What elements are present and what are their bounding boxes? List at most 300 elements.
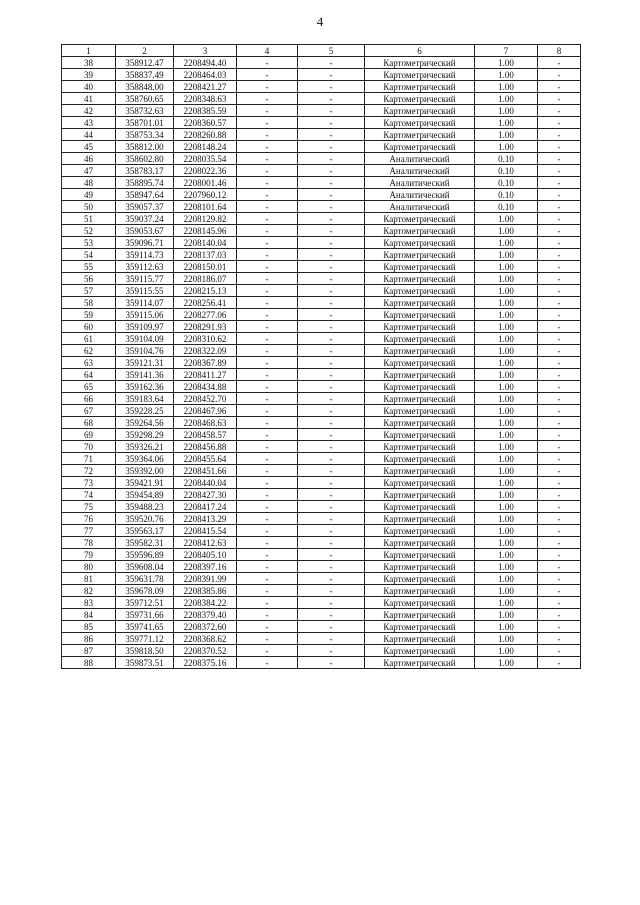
accuracy-cell: 1.00 [475, 309, 538, 321]
accuracy-cell: 1.00 [475, 321, 538, 333]
col-8-value-cell: - [538, 477, 581, 489]
col-8-value-cell: - [538, 237, 581, 249]
y-coordinate-cell: 2208411.27 [174, 369, 237, 381]
y-coordinate-cell: 2208001.46 [174, 177, 237, 189]
method-cell: Картометрический [365, 345, 475, 357]
accuracy-cell: 1.00 [475, 381, 538, 393]
col-4-value-cell: - [237, 633, 298, 645]
col-8-value-cell: - [538, 369, 581, 381]
method-cell: Аналитический [365, 201, 475, 213]
x-coordinate-cell: 359162.36 [116, 381, 174, 393]
col-5-value-cell: - [298, 645, 365, 657]
point-number-cell: 52 [62, 225, 116, 237]
x-coordinate-cell: 359115.55 [116, 285, 174, 297]
point-number-cell: 74 [62, 489, 116, 501]
y-coordinate-cell: 2207960.12 [174, 189, 237, 201]
col-4-value-cell: - [237, 129, 298, 141]
col-5-value-cell: - [298, 225, 365, 237]
table-row [62, 213, 581, 225]
y-coordinate-cell: 2208148.24 [174, 141, 237, 153]
table-row [62, 69, 581, 81]
col-4-value-cell: - [237, 189, 298, 201]
point-number-cell: 81 [62, 573, 116, 585]
point-number-cell: 48 [62, 177, 116, 189]
table-row [62, 165, 581, 177]
x-coordinate-cell: 359228.25 [116, 405, 174, 417]
x-coordinate-cell: 358812.00 [116, 141, 174, 153]
point-number-cell: 72 [62, 465, 116, 477]
col-4-value-cell: - [237, 489, 298, 501]
method-cell: Картометрический [365, 645, 475, 657]
point-number-cell: 64 [62, 369, 116, 381]
accuracy-cell: 1.00 [475, 525, 538, 537]
table-row [62, 357, 581, 369]
col-5-value-cell: - [298, 261, 365, 273]
method-cell: Картометрический [365, 477, 475, 489]
x-coordinate-cell: 358895.74 [116, 177, 174, 189]
col-5-value-cell: - [298, 405, 365, 417]
accuracy-cell: 1.00 [475, 213, 538, 225]
y-coordinate-cell: 2208415.54 [174, 525, 237, 537]
col-4-value-cell: - [237, 441, 298, 453]
col-4-value-cell: - [237, 93, 298, 105]
accuracy-cell: 1.00 [475, 117, 538, 129]
method-cell: Картометрический [365, 129, 475, 141]
col-5-value-cell: - [298, 165, 365, 177]
y-coordinate-cell: 2208360.57 [174, 117, 237, 129]
col-4-value-cell: - [237, 141, 298, 153]
col-4-value-cell: - [237, 261, 298, 273]
col-8-value-cell: - [538, 561, 581, 573]
col-8-value-cell: - [538, 81, 581, 93]
x-coordinate-cell: 359264.56 [116, 417, 174, 429]
accuracy-cell: 1.00 [475, 237, 538, 249]
accuracy-cell: 1.00 [475, 69, 538, 81]
y-coordinate-cell: 2208291.93 [174, 321, 237, 333]
point-number-cell: 58 [62, 297, 116, 309]
method-cell: Картометрический [365, 453, 475, 465]
accuracy-cell: 0.10 [475, 189, 538, 201]
table-row [62, 597, 581, 609]
col-4-value-cell: - [237, 57, 298, 69]
y-coordinate-cell: 2208413.29 [174, 513, 237, 525]
y-coordinate-cell: 2208145.96 [174, 225, 237, 237]
method-cell: Картометрический [365, 609, 475, 621]
table-row [62, 645, 581, 657]
method-cell: Картометрический [365, 501, 475, 513]
column-header-1: 1 [62, 45, 116, 57]
col-8-value-cell: - [538, 405, 581, 417]
col-4-value-cell: - [237, 273, 298, 285]
point-number-cell: 44 [62, 129, 116, 141]
point-number-cell: 84 [62, 609, 116, 621]
col-8-value-cell: - [538, 225, 581, 237]
accuracy-cell: 1.00 [475, 633, 538, 645]
col-4-value-cell: - [237, 369, 298, 381]
col-8-value-cell: - [538, 489, 581, 501]
x-coordinate-cell: 359818.50 [116, 645, 174, 657]
method-cell: Картометрический [365, 597, 475, 609]
accuracy-cell: 1.00 [475, 573, 538, 585]
y-coordinate-cell: 2208427.30 [174, 489, 237, 501]
point-number-cell: 87 [62, 645, 116, 657]
point-number-cell: 46 [62, 153, 116, 165]
col-4-value-cell: - [237, 609, 298, 621]
col-5-value-cell: - [298, 237, 365, 249]
method-cell: Картометрический [365, 465, 475, 477]
y-coordinate-cell: 2208035.54 [174, 153, 237, 165]
col-5-value-cell: - [298, 213, 365, 225]
col-4-value-cell: - [237, 645, 298, 657]
col-4-value-cell: - [237, 381, 298, 393]
method-cell: Картометрический [365, 369, 475, 381]
table-row [62, 177, 581, 189]
x-coordinate-cell: 359712.51 [116, 597, 174, 609]
col-8-value-cell: - [538, 381, 581, 393]
method-cell: Картометрический [365, 441, 475, 453]
table-row [62, 405, 581, 417]
x-coordinate-cell: 359114.73 [116, 249, 174, 261]
col-8-value-cell: - [538, 249, 581, 261]
col-8-value-cell: - [538, 585, 581, 597]
method-cell: Картометрический [365, 117, 475, 129]
table-row [62, 609, 581, 621]
accuracy-cell: 1.00 [475, 93, 538, 105]
method-cell: Аналитический [365, 165, 475, 177]
point-number-cell: 50 [62, 201, 116, 213]
accuracy-cell: 1.00 [475, 477, 538, 489]
method-cell: Картометрический [365, 261, 475, 273]
method-cell: Картометрический [365, 93, 475, 105]
method-cell: Картометрический [365, 309, 475, 321]
col-4-value-cell: - [237, 165, 298, 177]
method-cell: Картометрический [365, 69, 475, 81]
accuracy-cell: 1.00 [475, 333, 538, 345]
accuracy-cell: 1.00 [475, 645, 538, 657]
table-row [62, 513, 581, 525]
col-4-value-cell: - [237, 309, 298, 321]
col-5-value-cell: - [298, 81, 365, 93]
y-coordinate-cell: 2208434.88 [174, 381, 237, 393]
point-number-cell: 54 [62, 249, 116, 261]
method-cell: Картометрический [365, 525, 475, 537]
col-5-value-cell: - [298, 297, 365, 309]
y-coordinate-cell: 2208494.40 [174, 57, 237, 69]
x-coordinate-cell: 359488.23 [116, 501, 174, 513]
x-coordinate-cell: 358760.65 [116, 93, 174, 105]
accuracy-cell: 1.00 [475, 393, 538, 405]
col-5-value-cell: - [298, 477, 365, 489]
col-4-value-cell: - [237, 465, 298, 477]
method-cell: Картометрический [365, 513, 475, 525]
y-coordinate-cell: 2208310.62 [174, 333, 237, 345]
col-4-value-cell: - [237, 285, 298, 297]
accuracy-cell: 0.10 [475, 153, 538, 165]
y-coordinate-cell: 2208379.40 [174, 609, 237, 621]
x-coordinate-cell: 359109.97 [116, 321, 174, 333]
col-8-value-cell: - [538, 213, 581, 225]
accuracy-cell: 0.10 [475, 165, 538, 177]
y-coordinate-cell: 2208384.22 [174, 597, 237, 609]
y-coordinate-cell: 2208458.57 [174, 429, 237, 441]
y-coordinate-cell: 2208256.41 [174, 297, 237, 309]
col-5-value-cell: - [298, 105, 365, 117]
table-row [62, 201, 581, 213]
table-row [62, 285, 581, 297]
method-cell: Картометрический [365, 357, 475, 369]
col-8-value-cell: - [538, 501, 581, 513]
col-4-value-cell: - [237, 105, 298, 117]
method-cell: Картометрический [365, 393, 475, 405]
y-coordinate-cell: 2208417.24 [174, 501, 237, 513]
col-8-value-cell: - [538, 297, 581, 309]
y-coordinate-cell: 2208348.63 [174, 93, 237, 105]
col-4-value-cell: - [237, 177, 298, 189]
method-cell: Картометрический [365, 573, 475, 585]
y-coordinate-cell: 2208456.88 [174, 441, 237, 453]
table-row [62, 261, 581, 273]
table-row [62, 249, 581, 261]
col-4-value-cell: - [237, 297, 298, 309]
accuracy-cell: 1.00 [475, 369, 538, 381]
col-8-value-cell: - [538, 453, 581, 465]
table-row [62, 189, 581, 201]
method-cell: Картометрический [365, 381, 475, 393]
col-8-value-cell: - [538, 69, 581, 81]
method-cell: Аналитический [365, 153, 475, 165]
column-header-3: 3 [174, 45, 237, 57]
table-row [62, 297, 581, 309]
col-5-value-cell: - [298, 549, 365, 561]
y-coordinate-cell: 2208421.27 [174, 81, 237, 93]
x-coordinate-cell: 359114.07 [116, 297, 174, 309]
point-number-cell: 80 [62, 561, 116, 573]
method-cell: Картометрический [365, 81, 475, 93]
table-row [62, 561, 581, 573]
y-coordinate-cell: 2208375.16 [174, 657, 237, 669]
accuracy-cell: 1.00 [475, 453, 538, 465]
table-row [62, 429, 581, 441]
point-number-cell: 53 [62, 237, 116, 249]
x-coordinate-cell: 359731.66 [116, 609, 174, 621]
method-cell: Аналитический [365, 177, 475, 189]
method-cell: Картометрический [365, 489, 475, 501]
point-number-cell: 65 [62, 381, 116, 393]
point-number-cell: 56 [62, 273, 116, 285]
col-5-value-cell: - [298, 501, 365, 513]
column-header-6: 6 [365, 45, 475, 57]
col-8-value-cell: - [538, 333, 581, 345]
accuracy-cell: 1.00 [475, 141, 538, 153]
method-cell: Картометрический [365, 633, 475, 645]
y-coordinate-cell: 2208412.63 [174, 537, 237, 549]
accuracy-cell: 1.00 [475, 597, 538, 609]
col-4-value-cell: - [237, 357, 298, 369]
table-row [62, 333, 581, 345]
x-coordinate-cell: 359582.31 [116, 537, 174, 549]
col-5-value-cell: - [298, 69, 365, 81]
point-number-cell: 57 [62, 285, 116, 297]
col-5-value-cell: - [298, 93, 365, 105]
table-row [62, 273, 581, 285]
col-4-value-cell: - [237, 393, 298, 405]
x-coordinate-cell: 358912.47 [116, 57, 174, 69]
method-cell: Картометрический [365, 213, 475, 225]
y-coordinate-cell: 2208440.04 [174, 477, 237, 489]
point-number-cell: 78 [62, 537, 116, 549]
col-5-value-cell: - [298, 525, 365, 537]
col-4-value-cell: - [237, 513, 298, 525]
table-row [62, 225, 581, 237]
x-coordinate-cell: 358783.17 [116, 165, 174, 177]
accuracy-cell: 1.00 [475, 345, 538, 357]
col-8-value-cell: - [538, 309, 581, 321]
point-number-cell: 39 [62, 69, 116, 81]
table-header-row [62, 45, 581, 57]
table-row [62, 465, 581, 477]
col-4-value-cell: - [237, 225, 298, 237]
point-number-cell: 59 [62, 309, 116, 321]
accuracy-cell: 0.10 [475, 201, 538, 213]
col-5-value-cell: - [298, 177, 365, 189]
col-8-value-cell: - [538, 141, 581, 153]
table-row [62, 81, 581, 93]
method-cell: Картометрический [365, 561, 475, 573]
col-8-value-cell: - [538, 573, 581, 585]
accuracy-cell: 1.00 [475, 561, 538, 573]
col-5-value-cell: - [298, 597, 365, 609]
method-cell: Картометрический [365, 537, 475, 549]
x-coordinate-cell: 359053.67 [116, 225, 174, 237]
y-coordinate-cell: 2208451.66 [174, 465, 237, 477]
col-8-value-cell: - [538, 273, 581, 285]
x-coordinate-cell: 359678.09 [116, 585, 174, 597]
y-coordinate-cell: 2208464.03 [174, 69, 237, 81]
table-row [62, 621, 581, 633]
point-number-cell: 71 [62, 453, 116, 465]
accuracy-cell: 1.00 [475, 105, 538, 117]
y-coordinate-cell: 2208455.64 [174, 453, 237, 465]
col-8-value-cell: - [538, 117, 581, 129]
col-5-value-cell: - [298, 321, 365, 333]
col-8-value-cell: - [538, 261, 581, 273]
y-coordinate-cell: 2208022.36 [174, 165, 237, 177]
point-number-cell: 76 [62, 513, 116, 525]
table-row [62, 441, 581, 453]
table-row [62, 237, 581, 249]
col-8-value-cell: - [538, 165, 581, 177]
accuracy-cell: 1.00 [475, 537, 538, 549]
table-row [62, 309, 581, 321]
col-8-value-cell: - [538, 345, 581, 357]
point-number-cell: 79 [62, 549, 116, 561]
table-row [62, 453, 581, 465]
col-8-value-cell: - [538, 657, 581, 669]
accuracy-cell: 1.00 [475, 357, 538, 369]
table-row [62, 57, 581, 69]
col-4-value-cell: - [237, 249, 298, 261]
col-4-value-cell: - [237, 345, 298, 357]
col-5-value-cell: - [298, 201, 365, 213]
y-coordinate-cell: 2208391.99 [174, 573, 237, 585]
col-8-value-cell: - [538, 285, 581, 297]
col-5-value-cell: - [298, 273, 365, 285]
y-coordinate-cell: 2208468.63 [174, 417, 237, 429]
coordinates-table [61, 44, 581, 669]
col-4-value-cell: - [237, 573, 298, 585]
x-coordinate-cell: 358701.01 [116, 117, 174, 129]
col-8-value-cell: - [538, 393, 581, 405]
table-row [62, 369, 581, 381]
x-coordinate-cell: 359104.09 [116, 333, 174, 345]
point-number-cell: 38 [62, 57, 116, 69]
table-row [62, 633, 581, 645]
table-row [62, 93, 581, 105]
x-coordinate-cell: 359608.04 [116, 561, 174, 573]
table-row [62, 117, 581, 129]
accuracy-cell: 1.00 [475, 621, 538, 633]
x-coordinate-cell: 358848.00 [116, 81, 174, 93]
method-cell: Картометрический [365, 321, 475, 333]
col-4-value-cell: - [237, 81, 298, 93]
point-number-cell: 43 [62, 117, 116, 129]
method-cell: Аналитический [365, 189, 475, 201]
col-5-value-cell: - [298, 657, 365, 669]
table-row [62, 585, 581, 597]
column-header-4: 4 [237, 45, 298, 57]
method-cell: Картометрический [365, 141, 475, 153]
accuracy-cell: 0.10 [475, 177, 538, 189]
method-cell: Картометрический [365, 249, 475, 261]
col-5-value-cell: - [298, 309, 365, 321]
accuracy-cell: 1.00 [475, 249, 538, 261]
col-5-value-cell: - [298, 369, 365, 381]
col-4-value-cell: - [237, 477, 298, 489]
point-number-cell: 63 [62, 357, 116, 369]
accuracy-cell: 1.00 [475, 513, 538, 525]
y-coordinate-cell: 2208385.59 [174, 105, 237, 117]
point-number-cell: 86 [62, 633, 116, 645]
accuracy-cell: 1.00 [475, 129, 538, 141]
accuracy-cell: 1.00 [475, 441, 538, 453]
x-coordinate-cell: 359057.37 [116, 201, 174, 213]
x-coordinate-cell: 359115.77 [116, 273, 174, 285]
x-coordinate-cell: 358753.34 [116, 129, 174, 141]
x-coordinate-cell: 359421.91 [116, 477, 174, 489]
col-8-value-cell: - [538, 105, 581, 117]
y-coordinate-cell: 2208186.07 [174, 273, 237, 285]
x-coordinate-cell: 359771.12 [116, 633, 174, 645]
x-coordinate-cell: 359104.76 [116, 345, 174, 357]
col-4-value-cell: - [237, 69, 298, 81]
col-5-value-cell: - [298, 513, 365, 525]
y-coordinate-cell: 2208137.03 [174, 249, 237, 261]
y-coordinate-cell: 2208367.89 [174, 357, 237, 369]
y-coordinate-cell: 2208397.16 [174, 561, 237, 573]
point-number-cell: 51 [62, 213, 116, 225]
table-row [62, 477, 581, 489]
point-number-cell: 85 [62, 621, 116, 633]
y-coordinate-cell: 2208467.96 [174, 405, 237, 417]
col-5-value-cell: - [298, 429, 365, 441]
point-number-cell: 82 [62, 585, 116, 597]
col-4-value-cell: - [237, 321, 298, 333]
col-4-value-cell: - [237, 621, 298, 633]
col-5-value-cell: - [298, 189, 365, 201]
y-coordinate-cell: 2208370.52 [174, 645, 237, 657]
accuracy-cell: 1.00 [475, 261, 538, 273]
col-5-value-cell: - [298, 489, 365, 501]
